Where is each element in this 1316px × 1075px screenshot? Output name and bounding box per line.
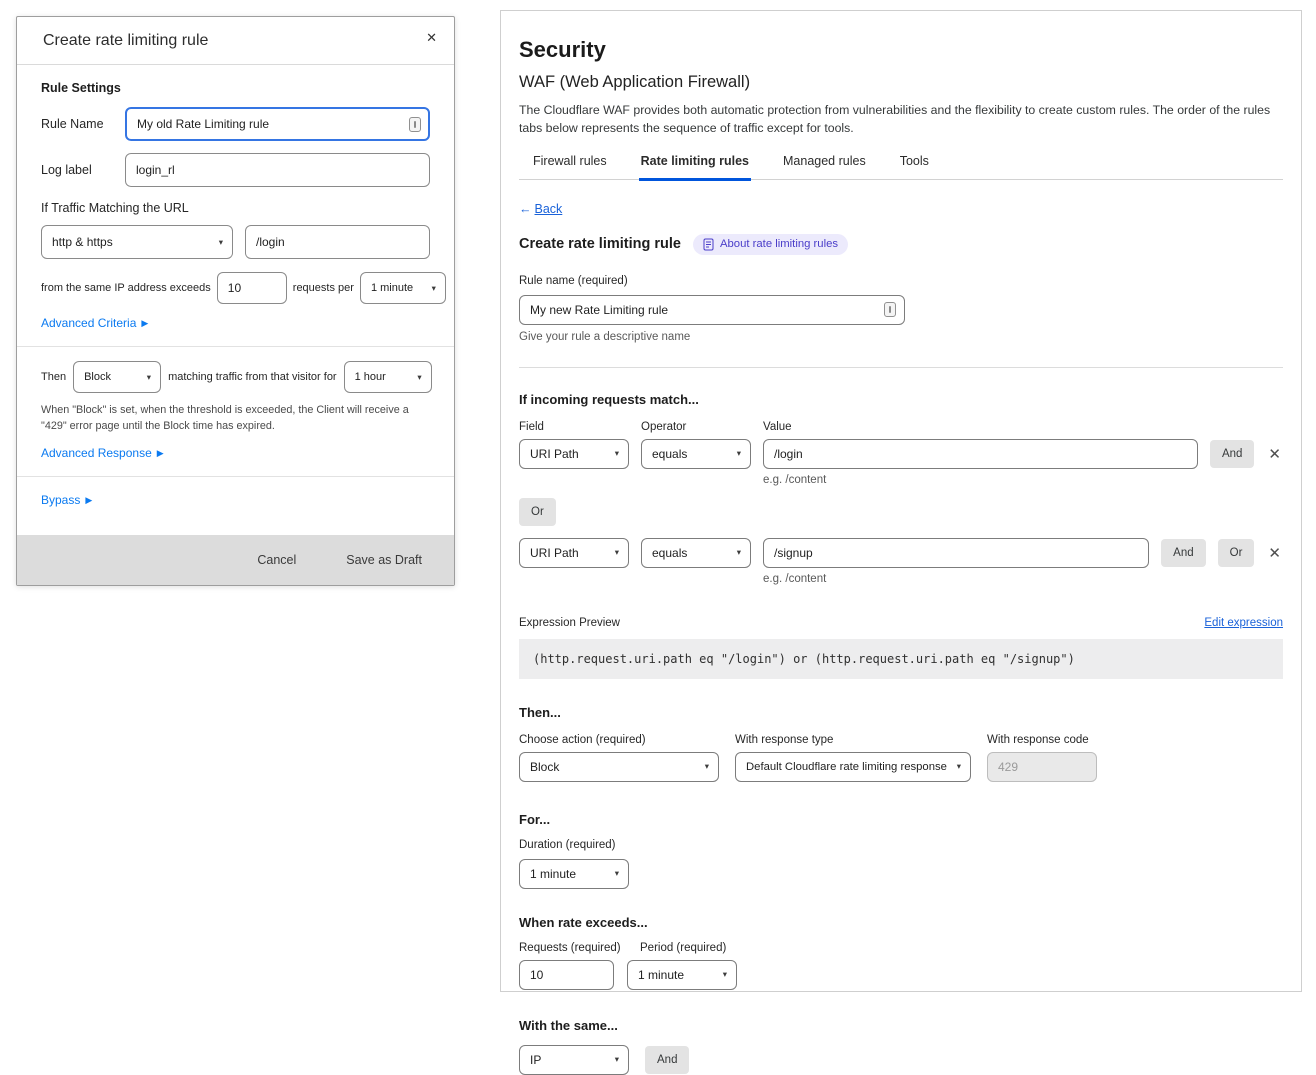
waf-panel bbox=[500, 10, 1302, 1067]
rules-tab-bar bbox=[519, 154, 1283, 180]
or-button[interactable]: Or bbox=[519, 498, 556, 526]
and-button[interactable]: And bbox=[645, 1046, 689, 1074]
choose-action-label: Choose action (required) bbox=[519, 733, 646, 746]
or-button[interactable]: Or bbox=[1218, 539, 1255, 567]
divider bbox=[17, 476, 454, 477]
close-icon[interactable]: ✕ bbox=[424, 28, 439, 48]
operator-select[interactable]: equals ▾ bbox=[641, 439, 751, 469]
value-hint: e.g. /content bbox=[763, 572, 827, 585]
operator-select[interactable]: equals ▾ bbox=[641, 538, 751, 568]
requests-input[interactable] bbox=[217, 272, 287, 304]
remove-condition-icon[interactable]: ✕ bbox=[1268, 445, 1281, 463]
chevron-down-icon: ▾ bbox=[736, 547, 741, 558]
waf-description: The Cloudflare WAF provides both automatic protection from vulnerabilities and the flexibility to create custom rules. The order of the rules tabs below represents the sequence of traffic except for tools. bbox=[519, 103, 1271, 136]
rule-name-label: Rule name (required) bbox=[519, 274, 628, 287]
chevron-down-icon: ▾ bbox=[956, 761, 961, 772]
rule-settings-heading: Rule Settings bbox=[41, 81, 121, 95]
back-arrow-icon: ← bbox=[519, 201, 532, 216]
tab-tools[interactable]: Tools bbox=[899, 153, 929, 168]
field-label: Field bbox=[519, 420, 544, 433]
chevron-down-icon: ▾ bbox=[722, 969, 727, 980]
response-code-input bbox=[987, 752, 1097, 782]
then-labels-row bbox=[519, 734, 1283, 746]
and-button[interactable]: And bbox=[1210, 440, 1254, 468]
page-title: Security bbox=[519, 37, 606, 62]
threshold-prefix-text: from the same IP address exceeds bbox=[41, 282, 211, 294]
expression-preview-row bbox=[519, 617, 1283, 629]
expression-preview-label: Expression Preview bbox=[519, 616, 620, 629]
rate-exceeds-heading: When rate exceeds... bbox=[519, 914, 648, 930]
chevron-down-icon: ▾ bbox=[704, 761, 709, 772]
chevron-down-icon: ▾ bbox=[614, 448, 619, 459]
disclosure-arrow-icon: ▶ bbox=[141, 317, 149, 328]
disclosure-arrow-icon: ▶ bbox=[85, 494, 93, 505]
then-suffix-text: matching traffic from that visitor for bbox=[168, 371, 337, 383]
chevron-down-icon: ▾ bbox=[614, 868, 619, 879]
log-label-input[interactable] bbox=[125, 153, 430, 187]
autofill-icon bbox=[409, 117, 421, 132]
rate-controls-row bbox=[519, 960, 1283, 990]
traffic-match-heading: If Traffic Matching the URL bbox=[41, 201, 189, 215]
requests-label: Requests (required) bbox=[519, 941, 621, 954]
about-rate-limiting-badge[interactable]: About rate limiting rules bbox=[693, 234, 848, 255]
requests-input[interactable] bbox=[519, 960, 614, 990]
period-select[interactable]: 1 minute ▾ bbox=[627, 960, 737, 990]
rule-name-label: Rule Name bbox=[41, 117, 104, 131]
back-link[interactable]: ← Back bbox=[519, 201, 563, 216]
same-controls-row bbox=[519, 1045, 1283, 1075]
divider bbox=[519, 367, 1283, 368]
autofill-icon bbox=[884, 302, 896, 317]
log-label-label: Log label bbox=[41, 163, 92, 177]
response-type-label: With response type bbox=[735, 733, 834, 746]
url-input[interactable] bbox=[245, 225, 430, 259]
value-label: Value bbox=[763, 420, 792, 433]
dialog-title: Create rate limiting rule bbox=[43, 31, 209, 49]
rule-name-help: Give your rule a descriptive name bbox=[519, 330, 691, 343]
period-select[interactable]: 1 minute ▾ bbox=[360, 272, 446, 304]
condition-row bbox=[519, 538, 1283, 585]
same-heading: With the same... bbox=[519, 1017, 618, 1033]
response-type-select[interactable]: Default Cloudflare rate limiting response ▾ bbox=[735, 752, 971, 782]
save-as-draft-button[interactable]: Save as Draft bbox=[340, 552, 428, 568]
value-input[interactable] bbox=[763, 439, 1198, 469]
rule-name-row bbox=[41, 107, 430, 141]
characteristic-select[interactable]: IP ▾ bbox=[519, 1045, 629, 1075]
chevron-down-icon: ▾ bbox=[614, 1054, 619, 1065]
condition-row bbox=[519, 439, 1283, 486]
period-label: Period (required) bbox=[640, 941, 727, 954]
chevron-down-icon: ▾ bbox=[736, 448, 741, 459]
chevron-down-icon: ▾ bbox=[146, 371, 152, 382]
bypass-link[interactable]: Bypass ▶ bbox=[41, 493, 93, 508]
scheme-select[interactable]: http & https ▾ bbox=[41, 225, 233, 259]
duration-select[interactable]: 1 minute ▾ bbox=[519, 859, 629, 889]
log-label-row bbox=[41, 153, 430, 187]
doc-icon bbox=[703, 238, 714, 251]
then-row bbox=[41, 361, 440, 393]
chevron-down-icon: ▾ bbox=[417, 371, 422, 382]
then-controls-row bbox=[519, 752, 1283, 782]
and-button[interactable]: And bbox=[1161, 539, 1205, 567]
rate-labels-row bbox=[519, 942, 1283, 954]
remove-condition-icon[interactable]: ✕ bbox=[1268, 544, 1281, 562]
condition-header-row bbox=[519, 421, 1283, 433]
advanced-criteria-link[interactable]: Advanced Criteria ▶ bbox=[41, 316, 149, 330]
form-title: Create rate limiting rule bbox=[519, 236, 681, 253]
divider bbox=[17, 346, 454, 347]
action-select[interactable]: Block ▾ bbox=[519, 752, 719, 782]
tab-rate-limiting-rules[interactable]: Rate limiting rules bbox=[639, 154, 751, 181]
incoming-match-heading: If incoming requests match... bbox=[519, 391, 699, 407]
for-heading: For... bbox=[519, 811, 551, 827]
block-duration-select[interactable]: 1 hour ▾ bbox=[344, 361, 432, 393]
tab-firewall-rules[interactable]: Firewall rules bbox=[533, 153, 607, 168]
field-select[interactable]: URI Path ▾ bbox=[519, 439, 629, 469]
then-label: Then bbox=[41, 371, 67, 383]
chevron-down-icon: ▾ bbox=[431, 282, 436, 293]
value-input[interactable] bbox=[763, 538, 1149, 568]
then-heading: Then... bbox=[519, 704, 561, 720]
dialog-footer bbox=[17, 535, 454, 585]
field-select[interactable]: URI Path ▾ bbox=[519, 538, 629, 568]
expression-preview-code: (http.request.uri.path eq "/login") or (http.request.uri.path eq "/signup") bbox=[519, 639, 1283, 679]
cancel-button[interactable]: Cancel bbox=[251, 552, 302, 568]
chevron-down-icon: ▾ bbox=[218, 236, 223, 247]
advanced-response-link[interactable]: Advanced Response ▶ bbox=[41, 446, 164, 461]
chevron-down-icon: ▾ bbox=[614, 547, 619, 558]
dialog-body bbox=[17, 65, 454, 523]
dialog-header bbox=[17, 17, 454, 65]
waf-subtitle: WAF (Web Application Firewall) bbox=[519, 73, 751, 91]
disclosure-arrow-icon: ▶ bbox=[156, 447, 164, 458]
response-code-label: With response code bbox=[987, 733, 1089, 746]
threshold-row bbox=[41, 272, 440, 304]
edit-expression-link[interactable]: Edit expression bbox=[1204, 616, 1283, 629]
duration-label: Duration (required) bbox=[519, 838, 616, 851]
block-note-text: When "Block" is set, when the threshold is exceeded, the Client will receive a "429" error page until the Block time has expired. bbox=[41, 404, 409, 433]
rule-name-input[interactable] bbox=[125, 107, 430, 141]
legacy-rate-limit-dialog bbox=[16, 16, 455, 586]
tab-managed-rules[interactable]: Managed rules bbox=[783, 153, 866, 168]
form-title-row bbox=[519, 234, 1283, 255]
rule-name-input[interactable] bbox=[519, 295, 905, 325]
threshold-middle-text: requests per bbox=[292, 282, 354, 294]
operator-label: Operator bbox=[641, 420, 687, 433]
action-select[interactable]: Block ▾ bbox=[73, 361, 161, 393]
scheme-url-row bbox=[41, 225, 430, 259]
value-hint: e.g. /content bbox=[763, 473, 827, 486]
